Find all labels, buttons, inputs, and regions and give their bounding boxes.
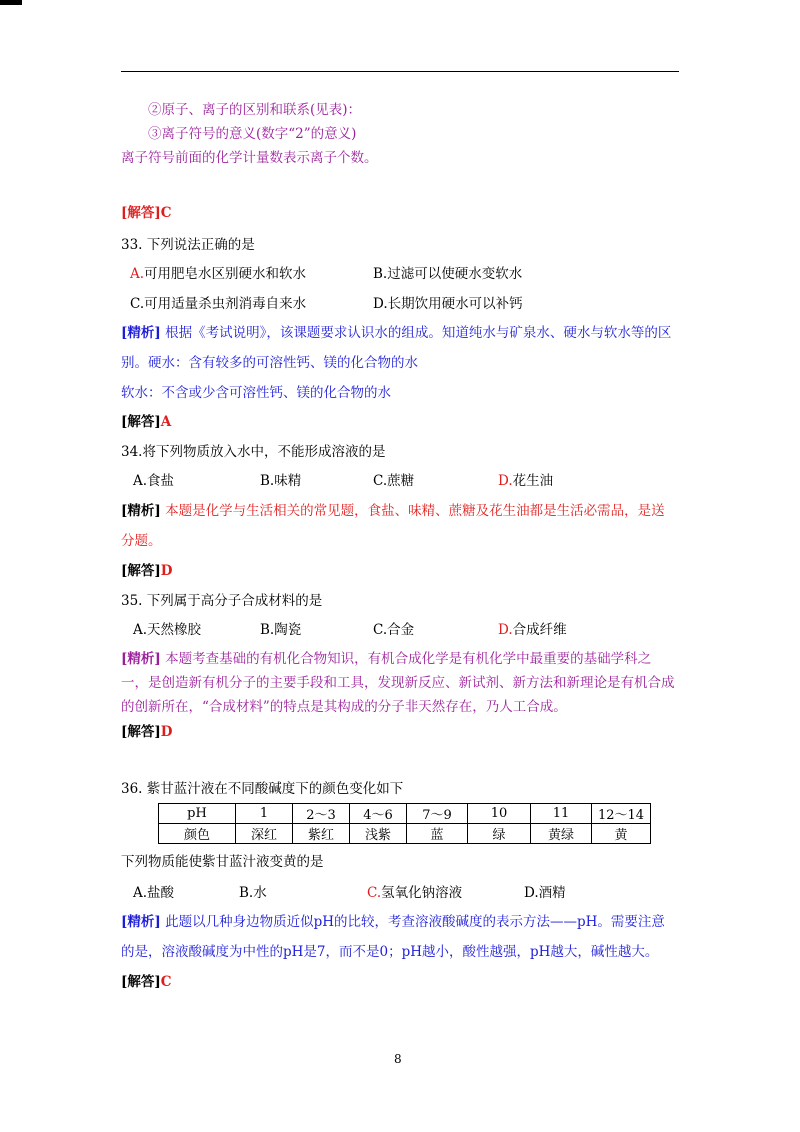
q36-answer [121, 973, 172, 991]
q33-answer [121, 413, 171, 431]
option-text: 花生油 [512, 473, 554, 489]
table-cell: 12～14 [592, 804, 651, 824]
intro-line-3: 离子符号前面的化学计量数表示离子个数。 [121, 150, 378, 166]
option-text: 氢氧化钠溶液 [381, 885, 463, 901]
table-cell: 绿 [468, 824, 531, 844]
table-cell: 紫红 [293, 824, 350, 844]
analysis-label: [精析] [121, 325, 161, 341]
answer-label: [解答] [121, 563, 161, 579]
answer-value: D [160, 563, 173, 579]
q34-answer [121, 562, 173, 580]
q34-option-d [498, 472, 553, 490]
answer-label: [解答] [121, 414, 161, 430]
answer-value: C [160, 974, 172, 990]
q33-analysis-line-2: 别。硬水：含有较多的可溶性钙、镁的化合物的水 [121, 355, 418, 371]
q34-option-a: A.食盐 [133, 473, 175, 489]
table-cell: 黄绿 [531, 824, 592, 844]
table-cell: 蓝 [407, 824, 468, 844]
analysis-label: [精析] [121, 503, 161, 519]
corner-mark [0, 0, 22, 5]
option-text: 合成纤维 [512, 622, 567, 638]
q35-answer [121, 723, 173, 741]
q35-stem: 35. 下列属于高分子合成材料的是 [121, 593, 323, 609]
answer-label: [解答] [121, 724, 161, 740]
analysis-text: 本题考查基础的有机化合物知识，有机合成化学是有机化学中最重要的基础学科之 [165, 651, 652, 667]
q35-option-c: C.合金 [373, 622, 415, 638]
q35-analysis-line-3: 的创新所在，“合成材料”的特点是其构成的分子非天然存在，乃人工合成。 [121, 699, 567, 715]
analysis-text: 本题是化学与生活相关的常见题，食盐、味精、蔗糖及花生油都是生活必需品，是送 [165, 503, 665, 519]
q35-option-a: A.天然橡胶 [133, 622, 202, 638]
table-row [159, 804, 651, 824]
intro-line-1: ②原子、离子的区别和联系(见表)： [148, 102, 362, 118]
q34-analysis-line-2: 分题。 [121, 533, 162, 549]
q35-option-d [498, 621, 567, 639]
q33-option-a [130, 265, 306, 283]
q34-stem: 34.将下列物质放入水中，不能形成溶液的是 [121, 444, 386, 460]
q34-option-b: B.味精 [260, 473, 302, 489]
q36-option-a: A.盐酸 [133, 885, 175, 901]
header-rule [121, 71, 679, 72]
answer-value: A [160, 414, 172, 430]
intro-line-2: ③离子符号的意义(数字“2”的意义) [148, 126, 357, 142]
table-cell: 2～3 [293, 804, 350, 824]
q36-option-c [367, 884, 462, 902]
page-number: 8 [394, 1052, 402, 1066]
analysis-label: [精析] [121, 914, 161, 930]
table-row [159, 824, 651, 844]
table-cell: 浅紫 [350, 824, 407, 844]
option-letter: A. [130, 266, 145, 282]
table-cell: 10 [468, 804, 531, 824]
q33-analysis-line-3: 软水：不含或少含可溶性钙、镁的化合物的水 [121, 385, 391, 401]
option-letter: C. [367, 885, 382, 901]
q36-option-b: B.水 [239, 885, 267, 901]
option-letter: D. [498, 622, 513, 638]
q33-option-c: C.可用适量杀虫剂消毒自来水 [130, 296, 307, 312]
answer-label: [解答] [121, 205, 161, 221]
answer-value: C [160, 205, 172, 221]
q33-option-b: B.过滤可以使硬水变软水 [373, 266, 523, 282]
table-cell: 黄 [592, 824, 651, 844]
ph-color-table [158, 803, 651, 844]
analysis-text: 此题以几种身边物质近似pH的比较，考查溶液酸碱度的表示方法——pH。需要注意 [165, 914, 665, 930]
q33-analysis-line-1 [121, 324, 671, 342]
q35-analysis-line-2: 一，是创造新有机分子的主要手段和工具，发现新反应、新试剂、新方法和新理论是有机合成 [121, 675, 675, 691]
table-cell: pH [159, 804, 236, 824]
table-cell: 1 [236, 804, 293, 824]
q35-analysis-line-1 [121, 650, 651, 668]
q33-stem: 33. 下列说法正确的是 [121, 237, 255, 253]
q34-analysis-line-1 [121, 502, 665, 520]
answer-label: [解答] [121, 974, 161, 990]
option-letter: D. [498, 473, 513, 489]
option-text: 可用肥皂水区别硬水和软水 [144, 266, 307, 282]
table-cell: 深红 [236, 824, 293, 844]
analysis-text: 根据《考试说明》，该课题要求认识水的组成。知道纯水与矿泉水、硬水与软水等的区 [165, 325, 672, 341]
q35-option-b: B.陶瓷 [260, 622, 302, 638]
answer-value: D [160, 724, 173, 740]
table-cell: 7～9 [407, 804, 468, 824]
q34-option-c: C.蔗糖 [373, 473, 415, 489]
q33-option-d: D.长期饮用硬水可以补钙 [373, 296, 523, 312]
table-cell: 颜色 [159, 824, 236, 844]
analysis-label: [精析] [121, 651, 161, 667]
q36-analysis-line-2: 的是，溶液酸碱度为中性的pH是7，而不是0；pH越小，酸性越强，pH越大，碱性越大。 [121, 944, 659, 960]
q36-analysis-line-1 [121, 913, 665, 931]
table-cell: 11 [531, 804, 592, 824]
table-cell: 4～6 [350, 804, 407, 824]
q36-option-d: D.酒精 [524, 885, 566, 901]
q32-answer [121, 204, 172, 222]
q36-question: 下列物质能使紫甘蓝汁液变黄的是 [121, 854, 324, 870]
q36-stem: 36. 紫甘蓝汁液在不同酸碱度下的颜色变化如下 [121, 781, 404, 797]
